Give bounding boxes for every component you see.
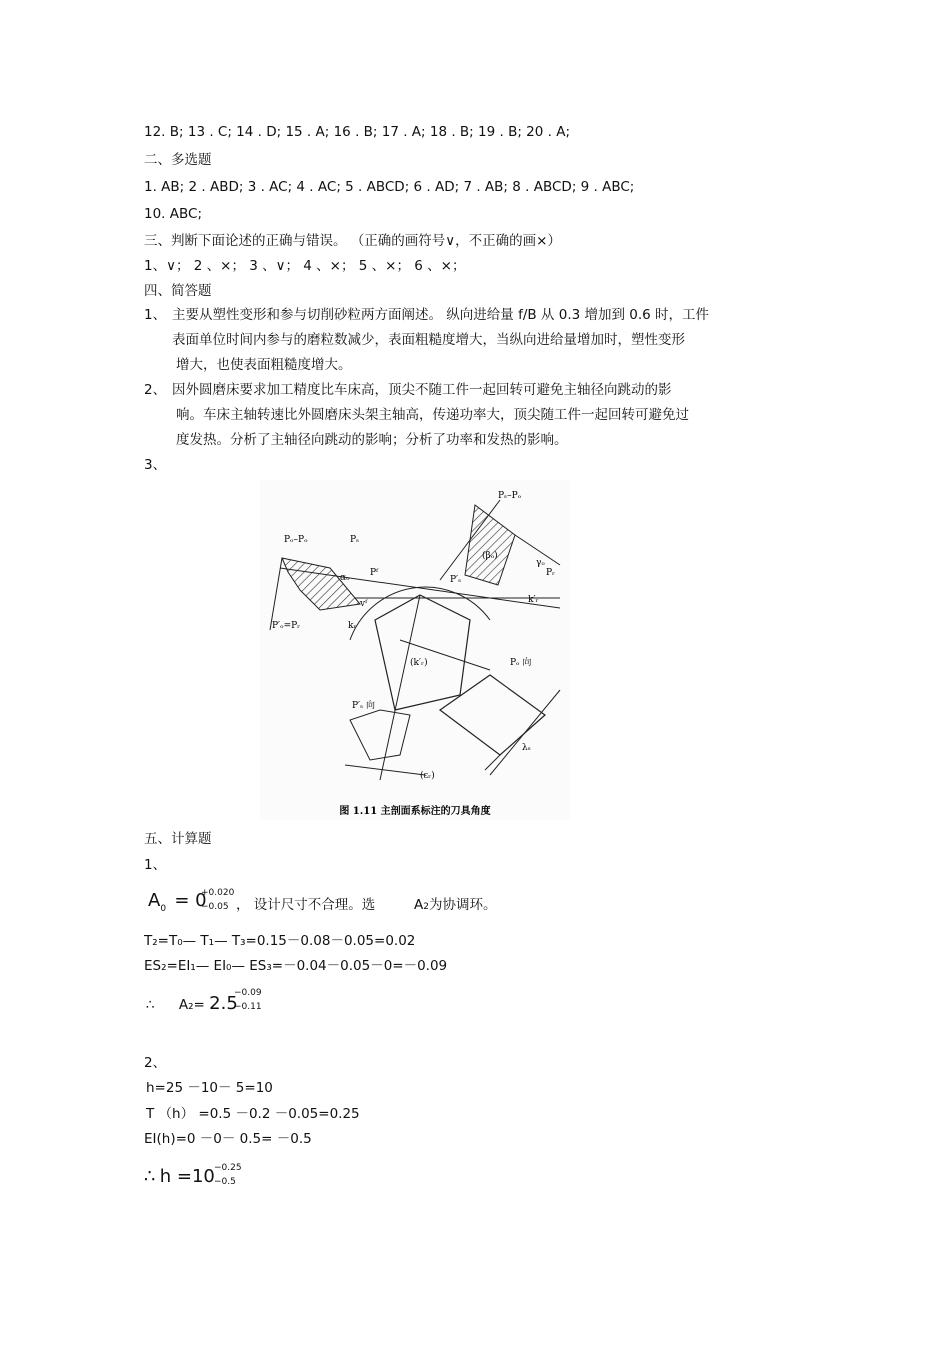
- label-beta: (βₒ): [482, 551, 498, 561]
- section-title-true-false: 三、判断下面论述的正确与错误。 （正确的画符号∨，不正确的画×）: [144, 233, 561, 249]
- th-calculation: T （h） =0.5 －0.2 －0.05=0.25: [146, 1106, 360, 1122]
- label-epsilon: (εᵣ): [420, 771, 435, 781]
- tool-angle-figure: [260, 480, 570, 820]
- figure-caption: 图 1.11 主剖面系标注的刀具角度: [339, 806, 491, 817]
- label-pr-left: P′ₒ=Pᵣ: [272, 621, 301, 631]
- a0-symbol: A: [148, 890, 161, 911]
- short-answer-2-number: 2、: [144, 382, 167, 398]
- short-answer-1-line3: 增大，也使表面粗糙度增大。: [176, 357, 352, 373]
- a0-comment: ， 设计尺寸不合理。选: [236, 897, 376, 913]
- label-ps: Pₛ: [350, 535, 360, 545]
- a2-value: 2.5: [209, 993, 238, 1014]
- tool-angle-diagram: [260, 480, 570, 820]
- h-value: 10: [191, 1166, 215, 1187]
- calculation-2-number: 2、: [144, 1055, 167, 1071]
- section-title-short-answer: 四、简答题: [144, 283, 212, 299]
- section-title-calculation: 五、计算题: [144, 831, 212, 847]
- a0-formula: [148, 890, 207, 914]
- label-kr-paren: (k′ᵣ): [410, 658, 428, 668]
- h-lower-deviation: −0.5: [214, 1177, 236, 1187]
- short-answer-2-line1: 因外圆磨床要求加工精度比车床高，顶尖不随工件一起回转可避免主轴径向跳动的影: [172, 382, 672, 398]
- label-po-top: Pₒ–Pₒ: [284, 535, 308, 545]
- label-ps-direction: P′ₛ 向: [352, 701, 375, 711]
- short-answer-1-line1: 主要从塑性变形和参与切削砂粒两方面阐述。 纵向进给量 f/B 从 0.3 增加到 0.6 时，工件: [172, 307, 710, 323]
- label-ps-prime: P′ₛ: [450, 575, 462, 585]
- a2-designation: [414, 893, 496, 913]
- therefore-h: [144, 1166, 215, 1187]
- short-answer-2-line3: 度发热。分析了主轴径向跳动的影响；分析了功率和发热的影响。: [176, 432, 568, 448]
- label-pf: Pᶠ: [370, 568, 379, 578]
- a2-text: 为协调环。: [428, 897, 497, 913]
- true-false-answers: 1、∨； 2 、×； 3 、∨； 4 、×； 5 、×； 6 、×；: [144, 258, 466, 274]
- short-answer-1-line2: 表面单位时间内参与的磨粒数减少，表面粗糙度增大，当纵向进给量增加时，塑性变形: [172, 332, 685, 348]
- label-kr: kᵣ: [348, 621, 357, 631]
- label-lambda: λₛ: [522, 743, 531, 753]
- single-choice-answers: 12. B; 13 . C; 14 . D; 15 . A; 16 . B; 17 . A; 18 . B; 19 . B; 20 . A;: [144, 124, 571, 140]
- short-answer-3-number: 3、: [144, 457, 167, 473]
- label-kr-prime: k′ᵣ: [528, 595, 539, 605]
- label-alpha: αₒ: [340, 573, 350, 583]
- label-po-direction: Pₒ 向: [510, 658, 532, 668]
- a0-upper-deviation: +0.020: [201, 888, 235, 898]
- therefore-symbol-1: ∴: [146, 997, 155, 1013]
- short-answer-1-number: 1、: [144, 307, 167, 323]
- a2-upper-deviation: −0.09: [234, 988, 262, 998]
- a2-lower-deviation: −0.11: [234, 1002, 262, 1012]
- multiple-choice-answers-line2: 10. ABC;: [144, 206, 202, 222]
- a0-subscript: 0: [160, 904, 167, 914]
- ei-h-calculation: EI(h)=0 －0－ 0.5= －0.5: [144, 1131, 312, 1147]
- therefore-a2: [146, 993, 238, 1014]
- section-title-multiple-choice: 二、多选题: [144, 152, 212, 168]
- therefore-symbol-2: ∴: [144, 1166, 156, 1187]
- label-ps-po: Pₛ–Pₒ: [498, 491, 522, 501]
- label-gamma: γₒ: [536, 558, 545, 568]
- h-lhs: h =: [159, 1166, 192, 1187]
- a0-lower-deviation: −0.05: [201, 902, 229, 912]
- calculation-1-number: 1、: [144, 857, 167, 873]
- a2-symbol: A: [414, 897, 424, 913]
- h-calculation: h=25 －10－ 5=10: [146, 1080, 273, 1096]
- label-pr: Pᵣ: [546, 568, 556, 578]
- a2-lhs: A₂=: [178, 997, 205, 1013]
- label-vf: vᶠ: [360, 599, 368, 609]
- h-upper-deviation: −0.25: [214, 1163, 242, 1173]
- a2-subscript: 2: [423, 902, 429, 912]
- t2-calculation: T₂=T₀— T₁— T₃=0.15－0.08－0.05=0.02: [144, 933, 416, 949]
- multiple-choice-answers-line1: 1. AB; 2 . ABD; 3 . AC; 4 . AC; 5 . ABCD; 6 . AD; 7 . AB; 8 . ABCD; 9 . ABC;: [144, 179, 635, 195]
- a0-equals: = 0: [174, 890, 207, 911]
- es2-calculation: ES₂=EI₁— EI₀— ES₃=－0.04－0.05－0=－0.09: [144, 958, 448, 974]
- short-answer-2-line2: 响。车床主轴转速比外圆磨床头架主轴高，传递功率大，顶尖随工件一起回转可避免过: [176, 407, 689, 423]
